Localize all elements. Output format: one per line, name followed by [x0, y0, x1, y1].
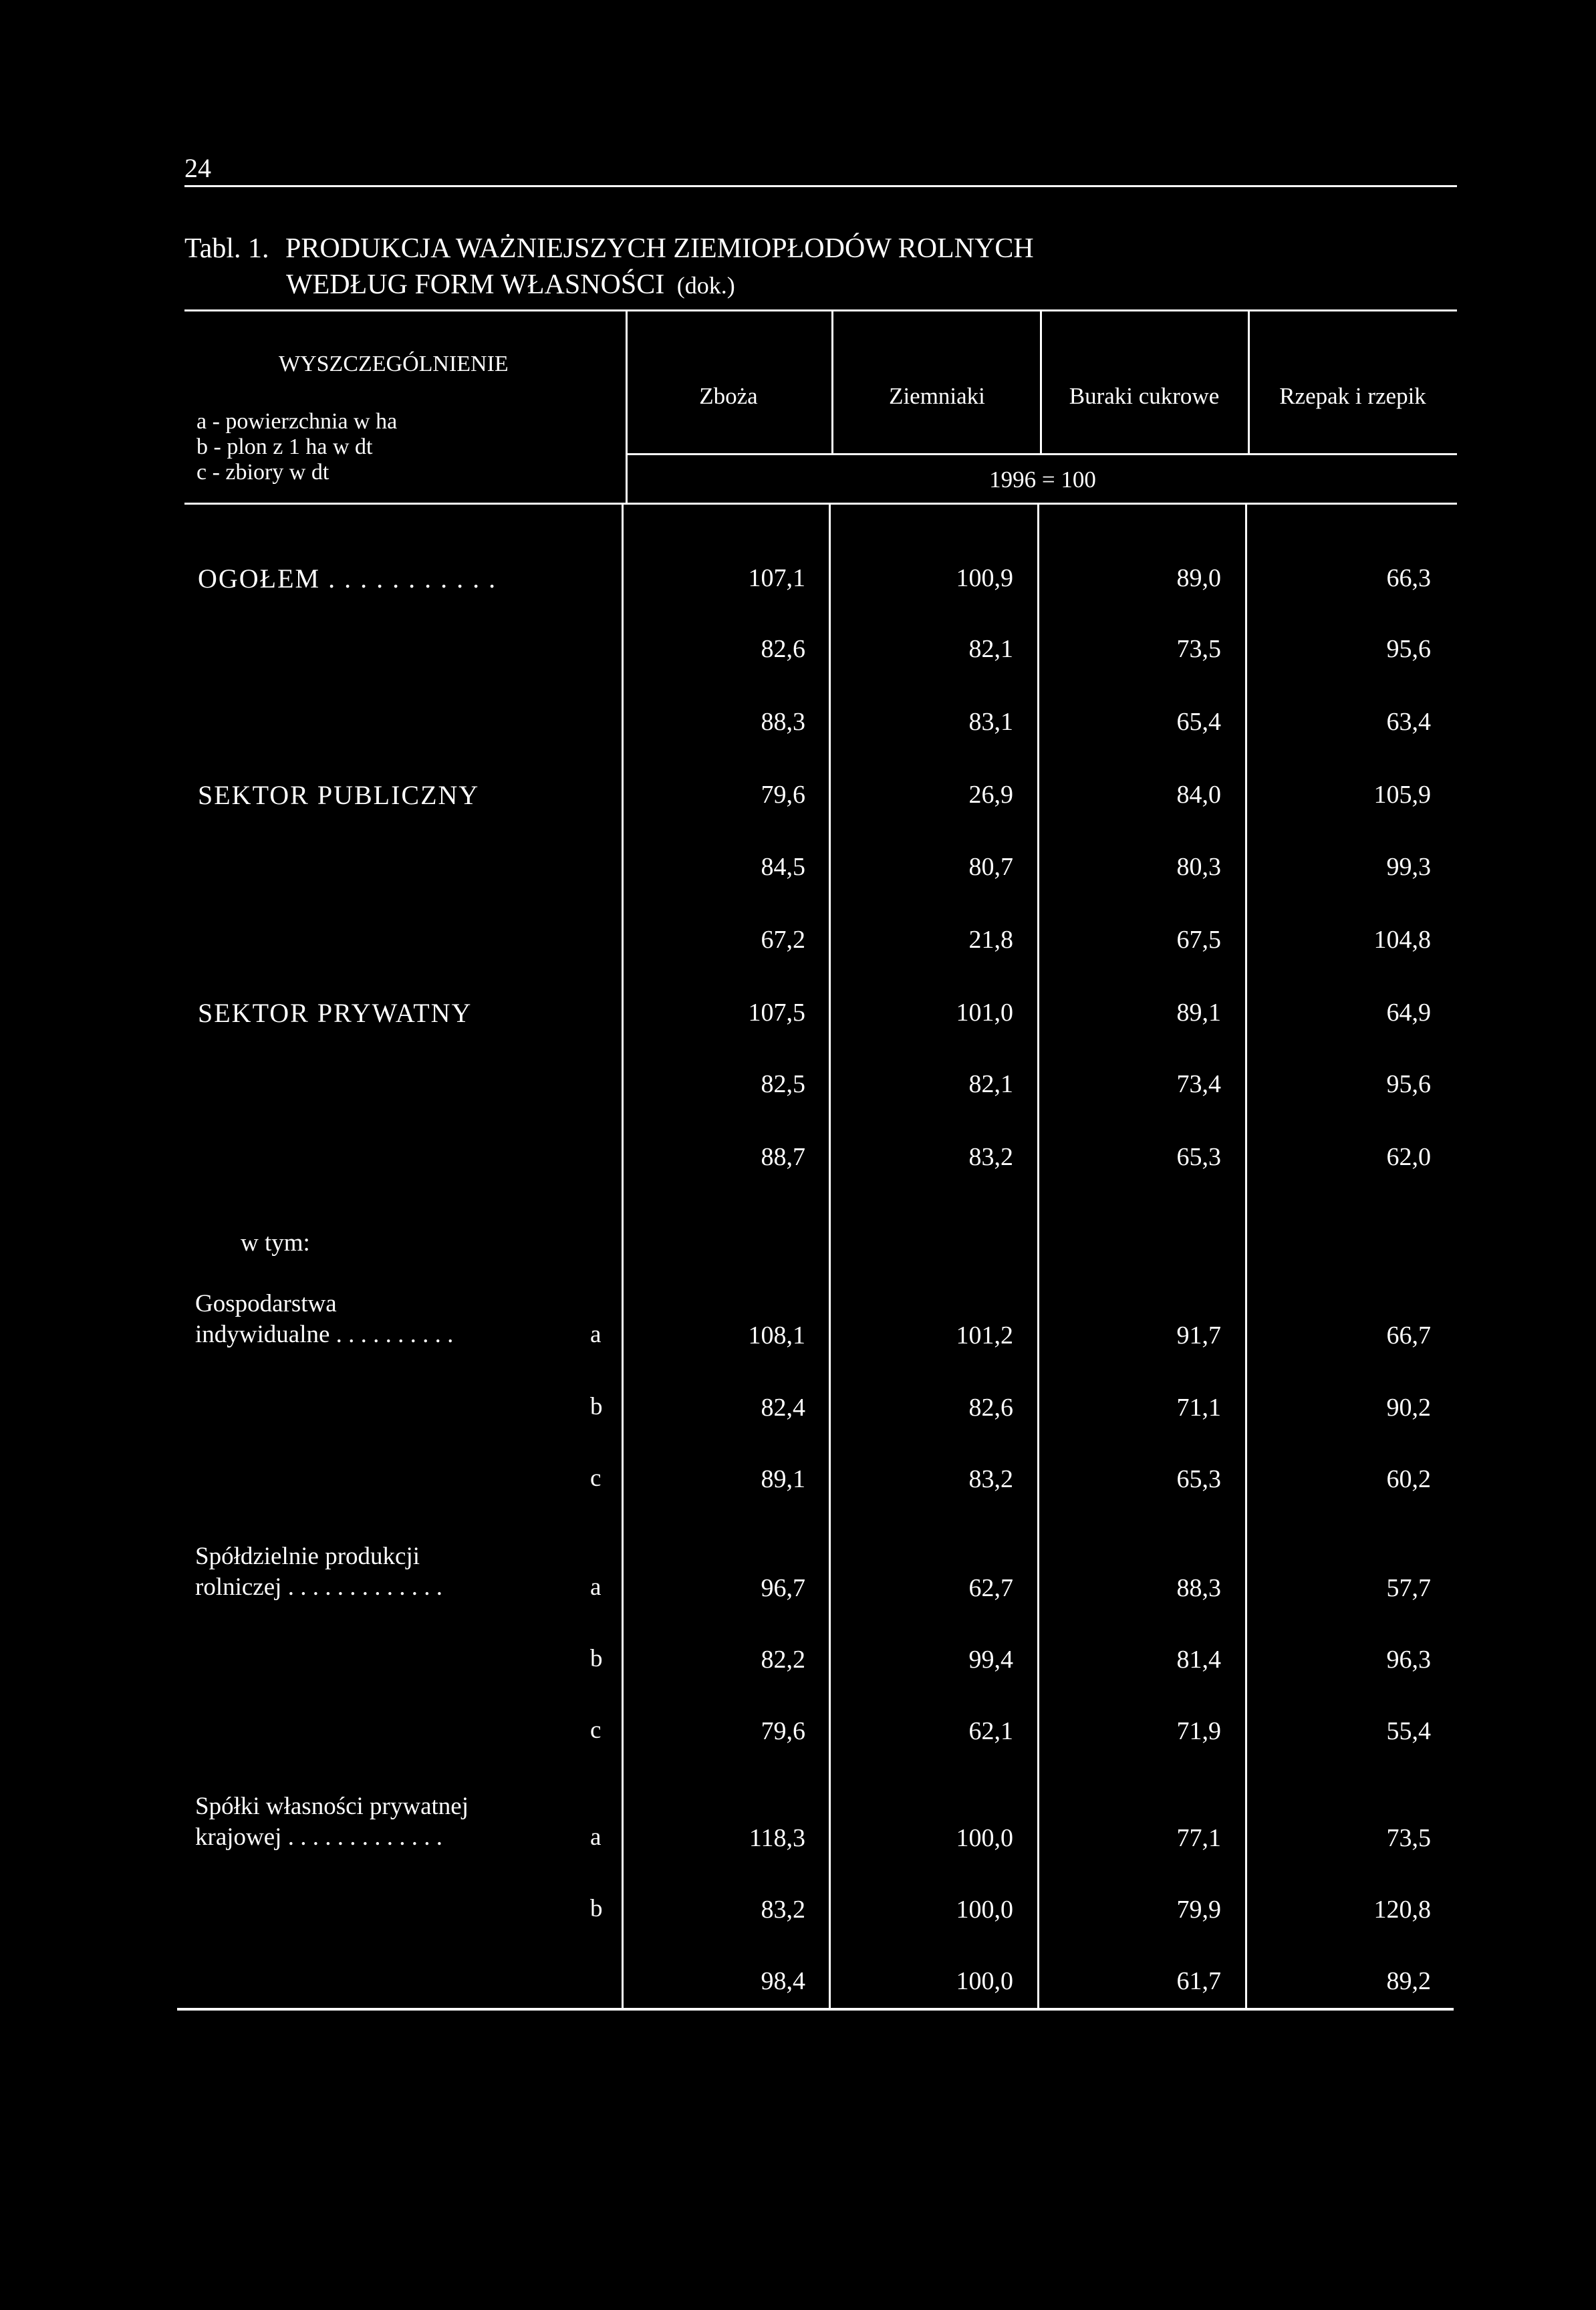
table-cell: 79,9	[1176, 1896, 1221, 1924]
table-cell: 89,2	[1386, 1967, 1431, 1995]
dot-leader: . . . . . . . . . .	[329, 1321, 454, 1348]
row-label-text: indywidualne	[195, 1321, 330, 1348]
table-title-suffix: (dok.)	[676, 272, 735, 299]
row-label-text: SEKTOR PRYWATNY	[198, 998, 473, 1028]
table-cell: 66,7	[1386, 1321, 1431, 1350]
row-label	[198, 779, 479, 811]
table-title-cont: WEDŁUG FORM WŁASNOŚCI	[286, 269, 665, 300]
table-title-line1	[184, 231, 1034, 267]
row-indicator-letter: b	[590, 1895, 603, 1922]
row-label-cont	[195, 1573, 442, 1602]
table-cell: 73,5	[1386, 1824, 1431, 1852]
table-cell: 83,2	[968, 1465, 1013, 1493]
dot-leader: . . . . . . . . . . . . .	[281, 1573, 442, 1601]
header-bottom-rule	[184, 503, 1457, 505]
table-cell: 105,9	[1373, 781, 1431, 809]
row-indicator-letter: a	[590, 1823, 602, 1851]
table-cell: 101,0	[956, 999, 1013, 1027]
row-indicator-letter: c	[590, 1716, 602, 1744]
table-cell: 63,4	[1386, 708, 1431, 736]
table-cell: 91,7	[1176, 1321, 1221, 1350]
subheading-w-tym: w tym:	[241, 1229, 310, 1257]
row-indicator-letter: b	[590, 1393, 603, 1420]
row-label	[198, 997, 472, 1029]
table-cell: 55,4	[1386, 1717, 1431, 1745]
table-cell: 88,3	[761, 708, 805, 736]
row-label: Spółki własności prywatnej	[195, 1793, 469, 1820]
table-cell: 80,3	[1176, 853, 1221, 881]
row-indicator-letter: a	[590, 1573, 602, 1601]
table-cell: 79,6	[761, 781, 805, 809]
table-cell: 65,3	[1176, 1143, 1221, 1171]
table-cell: 83,2	[761, 1896, 805, 1924]
stub-title: WYSZCZEGÓLNIENIE	[279, 352, 509, 376]
table-cell: 64,9	[1386, 999, 1431, 1027]
table-cell: 61,7	[1176, 1967, 1221, 1995]
table-cell: 100,0	[956, 1824, 1013, 1852]
column-header: Rzepak i rzepik	[1279, 383, 1426, 409]
table-cell: 88,7	[761, 1143, 805, 1171]
header-column-rule	[1248, 309, 1250, 453]
base-year-label: 1996 = 100	[989, 467, 1096, 493]
table-cell: 104,8	[1373, 926, 1431, 954]
table-cell: 95,6	[1386, 1070, 1431, 1098]
table-cell: 99,4	[968, 1646, 1013, 1674]
table-cell: 107,1	[748, 564, 805, 592]
table-cell: 98,4	[761, 1967, 805, 1995]
stub-legend-line: b - plon z 1 ha w dt	[196, 434, 373, 459]
top-rule	[184, 185, 1457, 187]
column-header: Ziemniaki	[889, 383, 985, 409]
table-cell: 82,2	[761, 1646, 805, 1674]
table-cell: 100,9	[956, 564, 1013, 592]
row-label: Spółdzielnie produkcji	[195, 1543, 420, 1570]
table-cell: 57,7	[1386, 1574, 1431, 1602]
table-cell: 67,2	[761, 926, 805, 954]
table-cell: 89,1	[761, 1465, 805, 1493]
table-cell: 81,4	[1176, 1646, 1221, 1674]
body-column-rule	[829, 505, 831, 2008]
table-cell: 82,6	[968, 1394, 1013, 1422]
table-cell: 62,1	[968, 1717, 1013, 1745]
table-cell: 73,5	[1176, 635, 1221, 663]
table-title: PRODUKCJA WAŻNIEJSZYCH ZIEMIOPŁODÓW ROLNYCH	[285, 233, 1034, 264]
header-top-rule	[184, 309, 1457, 311]
table-cell: 21,8	[968, 926, 1013, 954]
table-bottom-rule	[177, 2008, 1454, 2011]
table-cell: 95,6	[1386, 635, 1431, 663]
table-cell: 62,7	[968, 1574, 1013, 1602]
table-cell: 89,0	[1176, 564, 1221, 592]
table-cell: 101,2	[956, 1321, 1013, 1350]
row-indicator-letter: a	[590, 1321, 602, 1348]
table-cell: 90,2	[1386, 1394, 1431, 1422]
table-cell: 82,5	[761, 1070, 805, 1098]
table-number: Tabl. 1.	[184, 233, 269, 264]
header-column-rule	[831, 309, 833, 453]
row-label: Gospodarstwa	[195, 1290, 337, 1317]
row-label-text: rolniczej	[195, 1573, 282, 1601]
stub-legend-line: a - powierzchnia w ha	[196, 409, 398, 434]
dot-leader: . . . . . . . . . . .	[320, 563, 497, 594]
table-cell: 83,2	[968, 1143, 1013, 1171]
stub-legend-line: c - zbiory w dt	[196, 460, 329, 485]
table-cell: 80,7	[968, 853, 1013, 881]
header-column-rule	[1040, 309, 1042, 453]
body-column-rule	[1037, 505, 1039, 2008]
table-cell: 67,5	[1176, 926, 1221, 954]
table-cell: 60,2	[1386, 1465, 1431, 1493]
table-cell: 107,5	[748, 999, 805, 1027]
row-label-cont	[195, 1823, 442, 1852]
column-header: Zboża	[699, 383, 758, 409]
table-cell: 26,9	[968, 781, 1013, 809]
row-label-text: krajowej	[195, 1823, 282, 1851]
table-cell: 96,3	[1386, 1646, 1431, 1674]
table-cell: 96,7	[761, 1574, 805, 1602]
table-cell: 108,1	[748, 1321, 805, 1350]
table-cell: 71,9	[1176, 1717, 1221, 1745]
row-label-text: OGOŁEM	[198, 563, 321, 594]
table-cell: 120,8	[1373, 1896, 1431, 1924]
table-cell: 71,1	[1176, 1394, 1221, 1422]
table-cell: 83,1	[968, 708, 1013, 736]
table-cell: 84,5	[761, 853, 805, 881]
body-column-rule	[622, 505, 624, 2008]
table-cell: 79,6	[761, 1717, 805, 1745]
table-cell: 82,4	[761, 1394, 805, 1422]
header-mid-rule	[627, 453, 1457, 455]
row-indicator-letter: c	[590, 1464, 602, 1492]
body-column-rule	[1245, 505, 1247, 2008]
row-indicator-letter: b	[590, 1645, 603, 1672]
row-label-cont	[195, 1320, 453, 1350]
dot-leader: . . . . . . . . . . . . .	[281, 1823, 442, 1851]
table-cell: 77,1	[1176, 1824, 1221, 1852]
table-cell: 99,3	[1386, 853, 1431, 881]
table-cell: 118,3	[749, 1824, 805, 1852]
table-cell: 88,3	[1176, 1574, 1221, 1602]
table-title-line2	[286, 267, 735, 303]
table-cell: 66,3	[1386, 564, 1431, 592]
table-cell: 73,4	[1176, 1070, 1221, 1098]
table-cell: 65,4	[1176, 708, 1221, 736]
table-cell: 84,0	[1176, 781, 1221, 809]
table-cell: 82,6	[761, 635, 805, 663]
table-cell: 100,0	[956, 1967, 1013, 1995]
page-number: 24	[184, 153, 211, 183]
row-label	[198, 563, 497, 595]
table-cell: 65,3	[1176, 1465, 1221, 1493]
table-cell: 82,1	[968, 1070, 1013, 1098]
table-cell: 82,1	[968, 635, 1013, 663]
row-label-text: SEKTOR PUBLICZNY	[198, 780, 480, 810]
column-header: Buraki cukrowe	[1069, 383, 1220, 409]
table-cell: 100,0	[956, 1896, 1013, 1924]
table-cell: 89,1	[1176, 999, 1221, 1027]
table-cell: 62,0	[1386, 1143, 1431, 1171]
